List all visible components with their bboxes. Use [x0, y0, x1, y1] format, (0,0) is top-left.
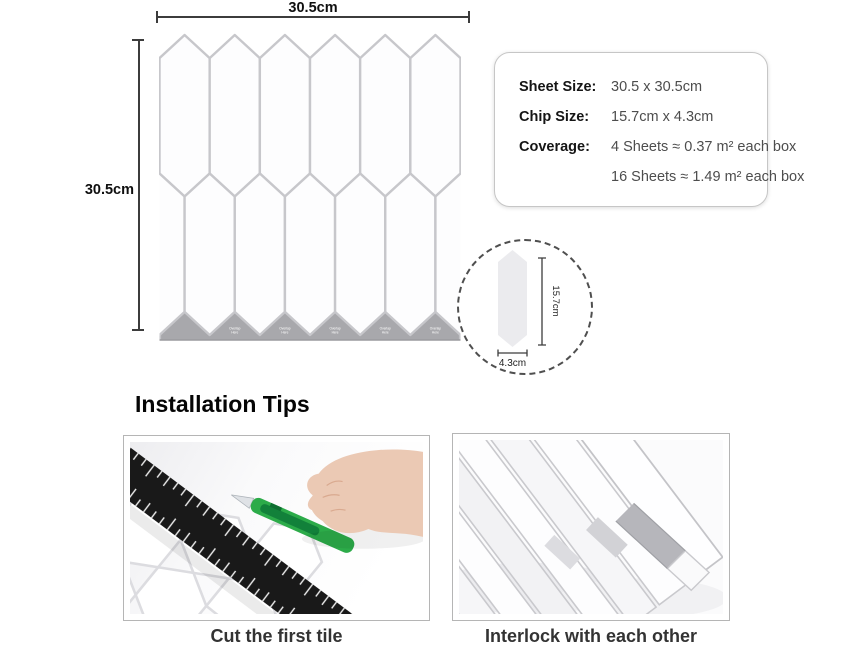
caption-cut-first-tile: Cut the first tile — [210, 626, 343, 646]
overlap-label: Overlap — [329, 326, 341, 331]
chip-shape — [498, 250, 527, 347]
spec-label-sheet-size: Sheet Size: — [519, 79, 597, 95]
spec-label-empty — [519, 168, 611, 186]
sheet-width-label: 30.5cm — [288, 0, 338, 16]
tile — [360, 35, 410, 197]
spec-value-coverage-1: 4 Sheets ≈ 0.37 m² each box — [611, 139, 797, 155]
tile — [410, 35, 460, 197]
tile — [210, 35, 260, 197]
tile — [160, 35, 210, 197]
chip-width-label: 4.3cm — [498, 358, 527, 369]
overlap-label: Here — [331, 330, 339, 335]
height-dimension-line — [138, 40, 140, 330]
tile — [385, 173, 435, 335]
spec-value-coverage-2: 16 Sheets ≈ 1.49 m² each box — [611, 169, 805, 185]
tile-sheet-diagram — [159, 33, 461, 341]
photo-interlock — [452, 433, 730, 621]
spec-value-sheet-size: 30.5 x 30.5cm — [611, 79, 703, 95]
width-dimension-line — [156, 16, 470, 18]
overlap-label: Here — [381, 330, 389, 335]
installation-heading: Installation Tips — [135, 391, 310, 417]
tile — [260, 35, 310, 197]
photo-cut-first-tile — [123, 435, 430, 621]
spec-value-chip-size: 15.7cm x 4.3cm — [611, 109, 714, 125]
interlock-photo-illustration — [459, 440, 723, 614]
chip-detail-diagram — [457, 239, 593, 375]
height-dimension-cap-bottom — [132, 329, 144, 331]
overlap-label: Overlap — [229, 326, 241, 331]
overlap-label: Overlap — [279, 326, 291, 331]
overlap-label: Overlap — [429, 326, 442, 331]
width-dimension-cap-left — [156, 11, 158, 23]
sheet-height-label: 30.5cm — [84, 182, 134, 198]
spec-label-chip-size: Chip Size: — [519, 109, 590, 125]
overlap-label: Here — [231, 330, 239, 335]
chip-height-label: 15.7cm — [550, 285, 561, 317]
tile — [310, 35, 360, 197]
caption-interlock: Interlock with each other — [484, 626, 698, 646]
tile — [235, 173, 285, 335]
height-dimension-cap-top — [132, 39, 144, 41]
chip-width-dimension-line — [498, 350, 527, 357]
tile — [335, 173, 385, 335]
tile — [285, 173, 335, 335]
spec-card — [494, 52, 805, 207]
tile-row-2 — [159, 173, 461, 335]
width-dimension-cap-right — [468, 11, 470, 23]
overlap-label: Here — [431, 330, 439, 335]
overlap-label: Here — [281, 330, 289, 335]
overlap-label: Overlap — [379, 326, 391, 331]
spec-label-coverage: Coverage: — [519, 139, 590, 155]
tile — [159, 173, 185, 335]
chip-height-dimension-line — [538, 258, 546, 345]
tile — [185, 173, 235, 335]
cut-photo-illustration — [130, 442, 423, 614]
